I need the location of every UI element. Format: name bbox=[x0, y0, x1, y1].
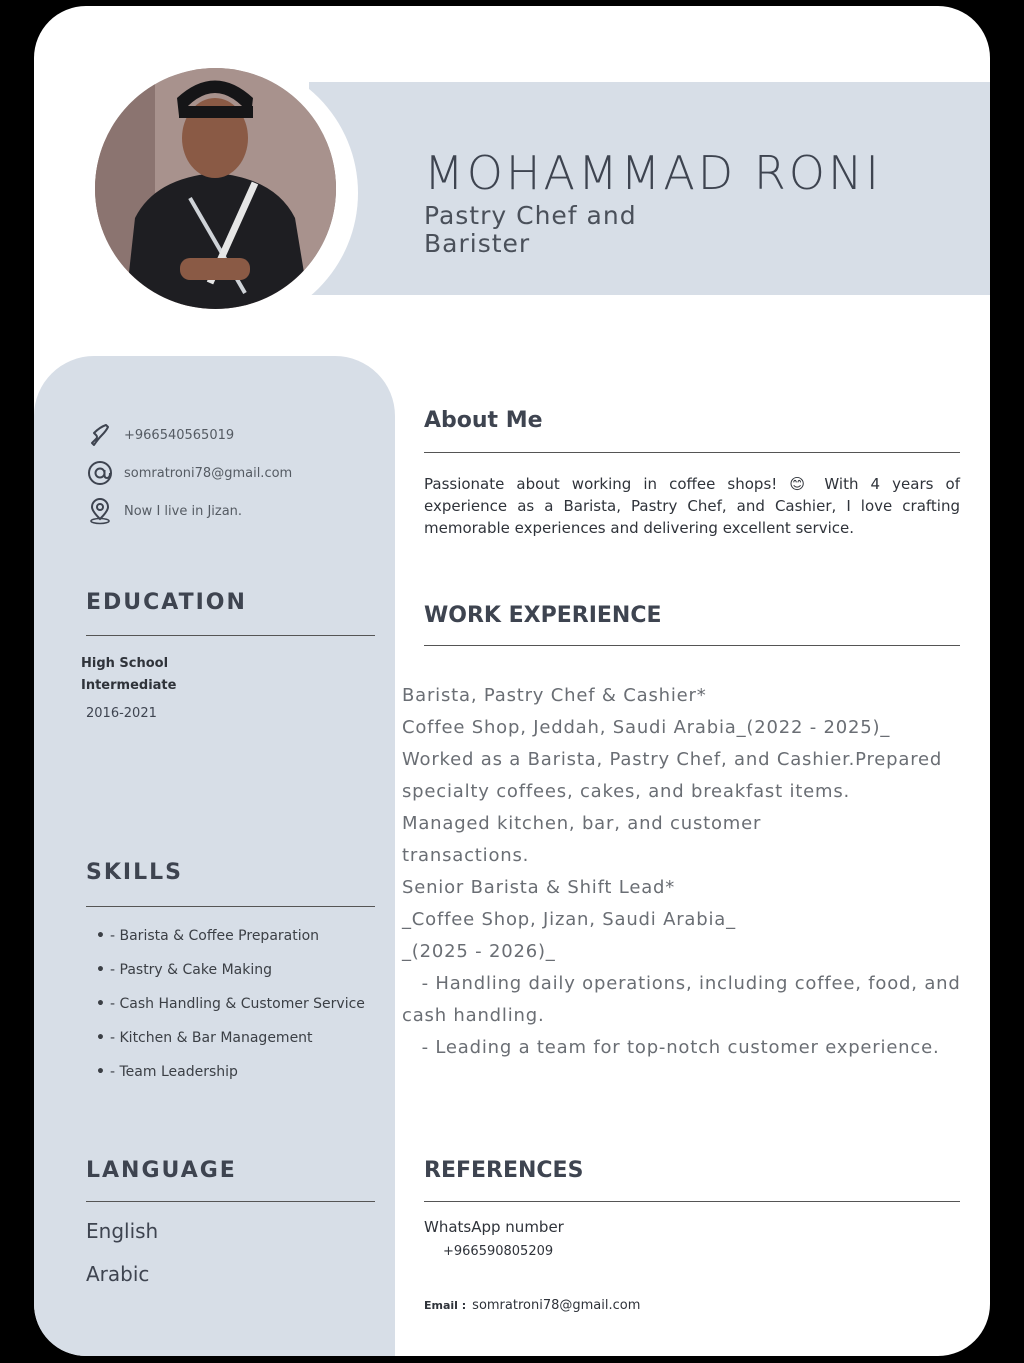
work-line: transactions. bbox=[402, 845, 530, 866]
phone-icon bbox=[86, 421, 114, 449]
profile-photo bbox=[95, 68, 336, 309]
work-line: Senior Barista & Shift Lead* bbox=[402, 877, 676, 898]
education-years: 2016-2021 bbox=[86, 706, 157, 721]
divider bbox=[424, 645, 960, 646]
contact-phone: +966540565019 bbox=[86, 421, 234, 449]
references-heading: REFERENCES bbox=[424, 1158, 584, 1183]
divider bbox=[86, 1201, 375, 1202]
divider bbox=[86, 635, 375, 636]
language-heading: LANGUAGE bbox=[86, 1158, 237, 1183]
divider bbox=[86, 906, 375, 907]
work-line: specialty coffees, cakes, and breakfast items. bbox=[402, 781, 851, 802]
about-text: Passionate about working in coffee shops! 😊 With 4 years of experience as a Barista, Pastry Chef, and Cashier, I love crafting memorable experiences and delivering excellent service. bbox=[424, 475, 960, 537]
divider bbox=[424, 1201, 960, 1202]
skill-item: • - Pastry & Cake Making bbox=[96, 962, 272, 978]
divider bbox=[424, 452, 960, 453]
work-line: Worked as a Barista, Pastry Chef, and Cashier.Prepared bbox=[402, 749, 943, 770]
education-entry: High School Intermediate bbox=[81, 656, 177, 693]
language-item: English bbox=[86, 1219, 159, 1243]
skill-item: • - Team Leadership bbox=[96, 1064, 238, 1080]
location-pin-icon bbox=[86, 497, 114, 525]
work-line: - Handling daily operations, including coffee, food, and bbox=[402, 973, 961, 994]
contact-email: somratroni78@gmail.com bbox=[86, 459, 292, 487]
job-title: Pastry Chef and Barister bbox=[424, 201, 637, 258]
work-heading: WORK EXPERIENCE bbox=[424, 603, 662, 628]
work-line: Coffee Shop, Jeddah, Saudi Arabia_(2022 - 2025)_ bbox=[402, 717, 891, 738]
skills-heading: SKILLS bbox=[86, 860, 183, 885]
whatsapp-label: WhatsApp number bbox=[424, 1218, 564, 1236]
language-item: Arabic bbox=[86, 1262, 150, 1286]
resume-page bbox=[34, 6, 990, 1356]
work-line: Barista, Pastry Chef & Cashier* bbox=[402, 685, 707, 706]
reference-email: Email : somratroni78@gmail.com bbox=[424, 1298, 641, 1313]
at-sign-icon bbox=[86, 459, 114, 487]
skills-list bbox=[96, 919, 366, 1089]
whatsapp-number: +966590805209 bbox=[443, 1244, 554, 1259]
education-heading: EDUCATION bbox=[86, 590, 247, 615]
work-line: _(2025 - 2026)_ bbox=[402, 941, 556, 962]
work-line: Managed kitchen, bar, and customer bbox=[402, 813, 762, 834]
person-name: MOHAMMAD RONI bbox=[424, 146, 882, 200]
work-line: cash handling. bbox=[402, 1005, 545, 1026]
skill-item: • - Barista & Coffee Preparation bbox=[96, 928, 320, 944]
work-line: - Leading a team for top-notch customer experience. bbox=[402, 1037, 940, 1058]
skill-item: • - Cash Handling & Customer Service bbox=[96, 996, 365, 1012]
work-experience bbox=[402, 680, 988, 1064]
contact-location: Now I live in Jizan. bbox=[86, 497, 242, 525]
about-heading: About Me bbox=[424, 408, 543, 433]
work-line: _Coffee Shop, Jizan, Saudi Arabia_ bbox=[402, 909, 736, 930]
skill-item: • - Kitchen & Bar Management bbox=[96, 1030, 313, 1046]
